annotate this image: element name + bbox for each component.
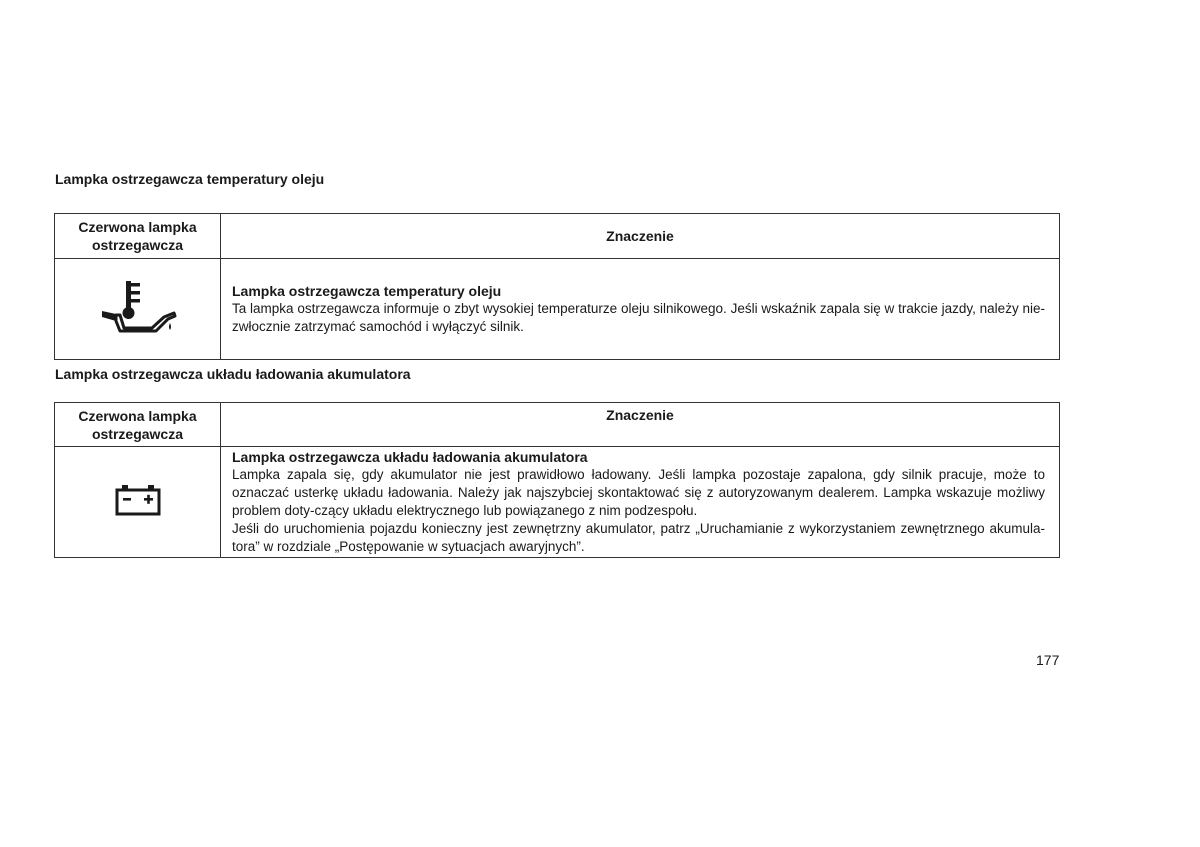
description-text: Lampka zapala się, gdy akumulator nie jest prawidłowo ładowany. Jeśli lampka pozostaje zapalona, gdy silnik pracuje, może to oznaczać usterkę układu ładowania. Należy jak najszybciej skontaktować się z autoryzowanym dealerem. Lampka wskazuje możliwy problem doty-czący układu elektrycznego lub powiązanego z nim podzespołu. xyxy=(232,467,1045,518)
description-title: Lampka ostrzegawcza układu ładowania akumulatora xyxy=(232,449,588,465)
section-heading-oil-temperature: Lampka ostrzegawcza temperatury oleju xyxy=(55,171,325,187)
description-text: Ta lampka ostrzegawcza informuje o zbyt wysokiej temperaturze oleju silnikowego. Jeśli wskaźnik zapala się w trakcie jazdy, należy nie-zwłocznie zatrzymać samochód i wyłączyć silnik. xyxy=(232,301,1045,334)
battery-icon xyxy=(114,505,162,520)
battery-charging-table xyxy=(54,402,1060,558)
icon-cell xyxy=(55,447,221,558)
oil-temperature-icon xyxy=(98,323,178,338)
column-header-warning-lamp: Czerwona lampka ostrzegawcza xyxy=(55,403,221,447)
oil-temperature-table xyxy=(54,213,1060,360)
section-heading-battery-charging: Lampka ostrzegawcza układu ładowania akumulatora xyxy=(55,366,411,382)
icon-cell xyxy=(55,259,221,360)
column-header-meaning: Znaczenie xyxy=(221,403,1060,447)
description-cell xyxy=(221,447,1060,558)
description-cell xyxy=(221,259,1060,360)
column-header-meaning: Znaczenie xyxy=(221,214,1060,259)
description-title: Lampka ostrzegawcza temperatury oleju xyxy=(232,283,502,299)
description-text: Jeśli do uruchomienia pojazdu konieczny jest zewnętrzny akumulator, patrz „Uruchamianie z wykorzystaniem zewnętrznego akumula-tora” w rozdziale „Postępowanie w sytuacjach awaryjnych”. xyxy=(232,521,1045,554)
page-number: 177 xyxy=(1036,652,1060,668)
column-header-warning-lamp: Czerwona lampka ostrzegawcza xyxy=(55,214,221,259)
